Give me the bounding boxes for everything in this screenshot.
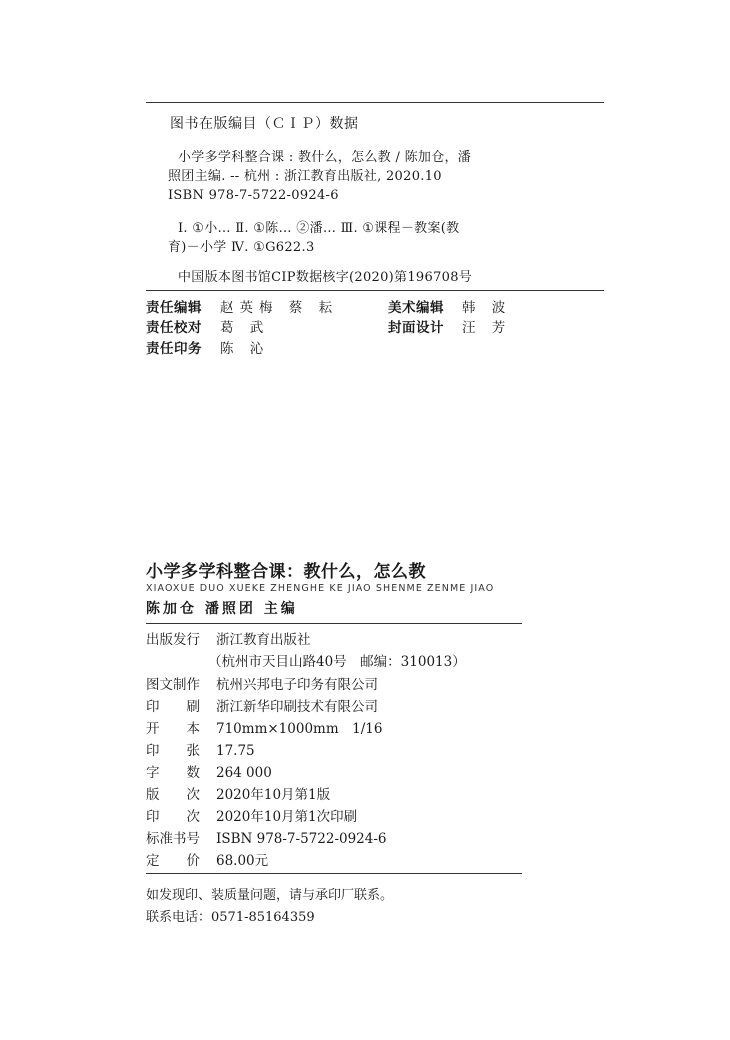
- cip-line-1: 小学多学科整合课 : 教什么，怎么教 / 陈加仓，潘: [178, 150, 472, 165]
- pub-row: [146, 785, 330, 805]
- cip-bottom-rule: [146, 290, 604, 291]
- cover-designer: 汪 芳: [462, 320, 512, 336]
- book-title-pinyin: XIAOXUE DUO XUEKE ZHENGHE KE JIAO SHENME ZENME JIAO: [146, 583, 495, 594]
- pub-value: 浙江教育出版社: [216, 632, 311, 648]
- print-supervisor-label: 责任印务: [146, 341, 202, 357]
- pub-row: [146, 675, 378, 695]
- pub-row: [146, 630, 311, 650]
- cip-line-2: 照团主编. -- 杭州 : 浙江教育出版社, 2020.10: [168, 169, 442, 184]
- pub-label: 标准书号: [146, 831, 200, 847]
- pub-value: 2020年10月第1版: [216, 787, 331, 803]
- cip-record-number: 中国版本图书馆CIP数据核字(2020)第196708号: [178, 270, 473, 285]
- art-editor: 韩 波: [462, 300, 512, 316]
- contact-phone: 联系电话：0571-85164359: [146, 910, 315, 925]
- pub-row: [146, 741, 255, 761]
- proofreader: 葛 武: [220, 320, 270, 336]
- pub-value: 杭州兴邦电子印务有限公司: [216, 677, 378, 693]
- quality-notice: 如发现印、装质量问题，请与承印厂联系。: [146, 888, 394, 903]
- proofreader-label: 责任校对: [146, 320, 202, 336]
- pub-label: 出版发行: [146, 632, 200, 648]
- pub-value: 2020年10月第1次印刷: [216, 809, 358, 825]
- pub-label: 印 次: [146, 809, 200, 825]
- cip-subject-line-1: Ⅰ. ①小… Ⅱ. ①陈… ②潘… Ⅲ. ①课程－教案(教: [178, 221, 460, 236]
- pub-label: [146, 652, 208, 672]
- pub-label: 定 价: [146, 853, 200, 869]
- print-supervisor: 陈 沁: [220, 341, 270, 357]
- cip-top-rule: [146, 102, 604, 103]
- art-editor-label: 美术编辑: [388, 300, 444, 316]
- book-editors: 陈加仓 潘照团 主编: [146, 601, 298, 617]
- pub-label: 版 次: [146, 787, 200, 803]
- pub-value: 浙江新华印刷技术有限公司: [216, 699, 378, 715]
- pub-value: ISBN 978-7-5722-0924-6: [216, 831, 387, 847]
- cip-isbn: ISBN 978-7-5722-0924-6: [168, 188, 339, 203]
- cip-subject-line-2: 育)－小学 Ⅳ. ①G622.3: [168, 240, 315, 255]
- pub-row: [146, 851, 268, 871]
- pub-label: 字 数: [146, 765, 200, 781]
- pub-row: [146, 697, 378, 717]
- pub-value: 710mm×1000mm 1/16: [216, 721, 383, 737]
- pub-value: 68.00元: [216, 853, 269, 869]
- pub-value: 264 000: [216, 765, 272, 781]
- pub-value: 17.75: [216, 743, 255, 759]
- pub-row: [146, 807, 357, 827]
- pub-label: 印 刷: [146, 699, 200, 715]
- pub-row: [146, 719, 382, 739]
- cover-design-label: 封面设计: [388, 320, 444, 336]
- pub-row: [146, 763, 272, 783]
- responsible-editor: 赵英梅 蔡 耘: [220, 300, 339, 316]
- pub-row: [146, 652, 466, 672]
- pub-label: 开 本: [146, 721, 200, 737]
- pub-label: 印 张: [146, 743, 200, 759]
- cip-title: 图书在版编目（ＣＩＰ）数据: [170, 116, 359, 132]
- book-title: 小学多学科整合课：教什么，怎么教: [146, 562, 426, 582]
- pub-label: 图文制作: [146, 677, 200, 693]
- pub-row: [146, 829, 387, 849]
- pub-value: （杭州市天目山路40号 邮编：310013）: [208, 654, 466, 670]
- responsible-editor-label: 责任编辑: [146, 300, 202, 316]
- publication-bottom-rule: [146, 873, 522, 874]
- publication-top-rule: [146, 623, 522, 624]
